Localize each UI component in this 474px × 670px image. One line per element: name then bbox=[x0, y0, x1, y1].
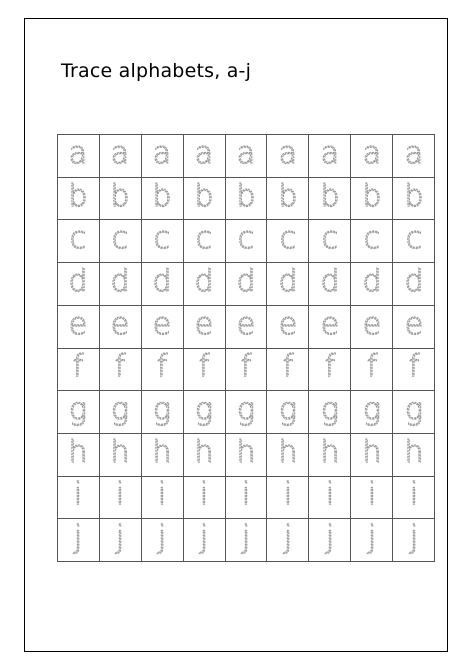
grid-cell bbox=[184, 519, 226, 562]
trace-letter bbox=[352, 391, 392, 433]
trace-letter-glyph: f bbox=[240, 349, 252, 385]
trace-letter bbox=[58, 178, 98, 220]
trace-letter bbox=[268, 263, 308, 305]
grid-cell bbox=[142, 434, 184, 477]
trace-letter bbox=[184, 306, 224, 348]
trace-letter-glyph: c bbox=[363, 221, 380, 257]
trace-letter-glyph: e bbox=[404, 306, 423, 342]
grid-cell bbox=[142, 349, 184, 392]
trace-letter-glyph: g bbox=[69, 392, 88, 428]
trace-letter-glyph: e bbox=[320, 306, 339, 342]
trace-letter-glyph: i bbox=[409, 477, 418, 513]
trace-letter bbox=[100, 391, 140, 433]
grid-cell bbox=[184, 349, 226, 392]
grid-cell bbox=[100, 391, 142, 434]
trace-letter-glyph: g bbox=[320, 392, 339, 428]
trace-letter bbox=[352, 178, 392, 220]
trace-letter-glyph: d bbox=[320, 263, 340, 299]
trace-letter-glyph: a bbox=[362, 135, 381, 171]
trace-letter-glyph: i bbox=[367, 477, 376, 513]
trace-letter bbox=[100, 519, 140, 561]
trace-letter bbox=[142, 391, 182, 433]
trace-letter bbox=[268, 178, 308, 220]
grid-cell bbox=[58, 220, 100, 263]
grid-cell bbox=[309, 519, 351, 562]
trace-letter bbox=[394, 178, 434, 220]
trace-letter bbox=[394, 391, 434, 433]
trace-letter bbox=[268, 135, 308, 177]
trace-letter-glyph: h bbox=[404, 434, 424, 470]
trace-letter-glyph: g bbox=[111, 392, 130, 428]
grid-cell bbox=[142, 477, 184, 520]
trace-letter bbox=[310, 178, 350, 220]
grid-cell bbox=[351, 349, 393, 392]
grid-cell bbox=[184, 135, 226, 178]
grid-cell bbox=[100, 135, 142, 178]
grid-cell bbox=[184, 434, 226, 477]
grid-cell bbox=[393, 306, 435, 349]
grid-cell bbox=[226, 391, 268, 434]
trace-letter-glyph: f bbox=[156, 349, 168, 385]
trace-letter-glyph: d bbox=[278, 263, 298, 299]
grid-cell bbox=[309, 434, 351, 477]
trace-letter bbox=[100, 220, 140, 262]
trace-letter bbox=[352, 349, 392, 391]
trace-letter-glyph: e bbox=[194, 306, 214, 342]
trace-letter-glyph: c bbox=[112, 221, 129, 257]
trace-letter bbox=[268, 519, 308, 561]
grid-cell bbox=[142, 519, 184, 562]
grid-cell bbox=[267, 306, 309, 349]
trace-letter bbox=[142, 519, 182, 561]
grid-cell bbox=[267, 519, 309, 562]
grid-cell bbox=[58, 519, 100, 562]
grid-cell bbox=[58, 477, 100, 520]
trace-letter bbox=[394, 135, 434, 177]
grid-cell bbox=[58, 349, 100, 392]
grid-cell bbox=[393, 263, 435, 306]
trace-letter bbox=[226, 477, 266, 519]
trace-letter bbox=[184, 391, 224, 433]
grid-cell bbox=[351, 135, 393, 178]
trace-letter bbox=[226, 135, 266, 177]
trace-letter-glyph: j bbox=[158, 520, 167, 556]
trace-letter-glyph: e bbox=[236, 306, 256, 342]
trace-letter bbox=[100, 477, 140, 519]
trace-letter-glyph: j bbox=[367, 520, 376, 556]
trace-letter bbox=[226, 519, 266, 561]
trace-letter-glyph: c bbox=[195, 221, 213, 257]
trace-letter-glyph: h bbox=[236, 434, 256, 470]
trace-letter-glyph: j bbox=[116, 520, 125, 556]
trace-letter bbox=[58, 263, 98, 305]
trace-letter bbox=[142, 434, 182, 476]
grid-cell bbox=[142, 391, 184, 434]
grid-cell bbox=[351, 178, 393, 221]
trace-letter-glyph: i bbox=[325, 477, 334, 513]
grid-cell bbox=[267, 178, 309, 221]
trace-letter-glyph: e bbox=[69, 306, 88, 342]
trace-letter-glyph: b bbox=[362, 178, 382, 214]
grid-cell bbox=[100, 263, 142, 306]
grid-cell bbox=[58, 178, 100, 221]
trace-letter-glyph: e bbox=[362, 306, 381, 342]
grid-cell bbox=[184, 263, 226, 306]
trace-letter-glyph: c bbox=[70, 221, 87, 257]
trace-letter-glyph: g bbox=[153, 392, 172, 428]
grid-cell bbox=[351, 263, 393, 306]
grid-cell bbox=[309, 391, 351, 434]
trace-letter-glyph: i bbox=[158, 477, 167, 513]
grid-cell bbox=[226, 135, 268, 178]
trace-letter bbox=[226, 434, 266, 476]
grid-cell bbox=[184, 391, 226, 434]
trace-letter-glyph: g bbox=[236, 392, 255, 428]
trace-letter-glyph: e bbox=[278, 306, 298, 342]
grid-cell bbox=[351, 434, 393, 477]
trace-letter bbox=[310, 306, 350, 348]
grid-cell bbox=[309, 178, 351, 221]
trace-letter-glyph: h bbox=[194, 434, 214, 470]
grid-cell bbox=[142, 178, 184, 221]
trace-letter-glyph: d bbox=[152, 263, 172, 299]
trace-letter bbox=[268, 434, 308, 476]
grid-cell bbox=[267, 477, 309, 520]
trace-letter bbox=[352, 434, 392, 476]
trace-letter bbox=[268, 477, 308, 519]
trace-letter-glyph: d bbox=[236, 263, 256, 299]
trace-letter-glyph: a bbox=[320, 135, 339, 171]
trace-letter-glyph: f bbox=[408, 349, 419, 385]
trace-letter bbox=[142, 220, 182, 262]
trace-letter-glyph: g bbox=[362, 392, 381, 428]
trace-letter-glyph: j bbox=[199, 520, 209, 556]
trace-letter bbox=[310, 135, 350, 177]
grid-cell bbox=[58, 263, 100, 306]
trace-letter-glyph: j bbox=[283, 520, 293, 556]
trace-letter bbox=[394, 306, 434, 348]
trace-letter-glyph: f bbox=[198, 349, 210, 385]
grid-cell bbox=[58, 391, 100, 434]
trace-letter bbox=[352, 263, 392, 305]
grid-cell bbox=[100, 477, 142, 520]
trace-letter bbox=[310, 220, 350, 262]
trace-letter bbox=[184, 263, 224, 305]
worksheet-title: Trace alphabets, a-j bbox=[61, 60, 252, 82]
trace-letter bbox=[226, 349, 266, 391]
trace-letter-glyph: i bbox=[74, 477, 83, 513]
trace-letter-glyph: g bbox=[195, 392, 214, 428]
trace-letter bbox=[142, 135, 182, 177]
grid-cell bbox=[58, 434, 100, 477]
grid-cell bbox=[393, 349, 435, 392]
trace-letter bbox=[100, 349, 140, 391]
trace-letter bbox=[142, 263, 182, 305]
grid-cell bbox=[267, 391, 309, 434]
trace-letter bbox=[310, 434, 350, 476]
trace-letter-glyph: f bbox=[282, 349, 294, 385]
grid-cell bbox=[393, 135, 435, 178]
trace-letter bbox=[142, 306, 182, 348]
trace-letter-glyph: h bbox=[278, 434, 298, 470]
trace-letter bbox=[184, 220, 224, 262]
trace-letter bbox=[394, 220, 434, 262]
grid-cell bbox=[267, 220, 309, 263]
trace-letter bbox=[310, 477, 350, 519]
trace-letter-glyph: a bbox=[111, 135, 130, 171]
trace-letter-glyph: j bbox=[74, 520, 83, 556]
trace-letter bbox=[142, 477, 182, 519]
trace-letter bbox=[142, 349, 182, 391]
trace-letter-glyph: c bbox=[279, 221, 297, 257]
trace-letter-glyph: i bbox=[241, 477, 251, 513]
trace-letter-glyph: d bbox=[194, 263, 214, 299]
grid-cell bbox=[309, 477, 351, 520]
trace-letter-glyph: b bbox=[320, 178, 340, 214]
trace-letter-glyph: d bbox=[362, 263, 382, 299]
trace-letter-glyph: b bbox=[278, 178, 298, 214]
trace-letter-glyph: b bbox=[236, 178, 256, 214]
trace-letter-glyph: c bbox=[153, 221, 171, 257]
trace-letter-glyph: a bbox=[278, 135, 298, 171]
trace-letter bbox=[310, 391, 350, 433]
grid-cell bbox=[267, 263, 309, 306]
grid-cell bbox=[58, 135, 100, 178]
grid-cell bbox=[309, 349, 351, 392]
trace-letter bbox=[100, 263, 140, 305]
grid-cell bbox=[226, 477, 268, 520]
trace-letter-glyph: i bbox=[116, 477, 125, 513]
trace-letter bbox=[100, 135, 140, 177]
grid-cell bbox=[393, 434, 435, 477]
grid-cell bbox=[58, 306, 100, 349]
trace-letter bbox=[100, 306, 140, 348]
grid-cell bbox=[142, 263, 184, 306]
grid-cell bbox=[351, 391, 393, 434]
trace-letter bbox=[226, 263, 266, 305]
trace-letter-glyph: f bbox=[73, 349, 84, 385]
tracing-grid bbox=[57, 134, 435, 562]
trace-letter bbox=[394, 519, 434, 561]
grid-cell bbox=[226, 519, 268, 562]
trace-letter-glyph: d bbox=[110, 263, 130, 299]
trace-letter bbox=[100, 178, 140, 220]
grid-cell bbox=[226, 434, 268, 477]
grid-cell bbox=[393, 519, 435, 562]
trace-letter-glyph: a bbox=[404, 135, 423, 171]
trace-letter-glyph: b bbox=[152, 178, 172, 214]
grid-cell bbox=[267, 349, 309, 392]
trace-letter bbox=[310, 519, 350, 561]
trace-letter-glyph: f bbox=[324, 349, 336, 385]
trace-letter bbox=[58, 434, 98, 476]
trace-letter bbox=[58, 220, 98, 262]
grid-cell bbox=[226, 263, 268, 306]
trace-letter bbox=[58, 391, 98, 433]
grid-cell bbox=[142, 135, 184, 178]
trace-letter bbox=[184, 178, 224, 220]
trace-letter-glyph: f bbox=[115, 349, 126, 385]
grid-cell bbox=[100, 519, 142, 562]
trace-letter bbox=[226, 220, 266, 262]
trace-letter bbox=[394, 263, 434, 305]
grid-cell bbox=[351, 477, 393, 520]
trace-letter bbox=[142, 178, 182, 220]
trace-letter-glyph: d bbox=[68, 263, 88, 299]
trace-letter-glyph: f bbox=[366, 349, 377, 385]
grid-cell bbox=[100, 306, 142, 349]
trace-letter-glyph: b bbox=[404, 178, 424, 214]
trace-letter bbox=[184, 434, 224, 476]
trace-letter-glyph: h bbox=[320, 434, 340, 470]
trace-letter-glyph: g bbox=[404, 392, 423, 428]
trace-letter-glyph: h bbox=[110, 434, 130, 470]
trace-letter bbox=[58, 306, 98, 348]
trace-letter bbox=[58, 519, 98, 561]
grid-cell bbox=[351, 220, 393, 263]
grid-cell bbox=[393, 178, 435, 221]
trace-letter-glyph: b bbox=[110, 178, 130, 214]
trace-letter-glyph: a bbox=[153, 135, 172, 171]
trace-letter bbox=[352, 477, 392, 519]
trace-letter-glyph: j bbox=[409, 520, 418, 556]
trace-letter bbox=[268, 220, 308, 262]
grid-cell bbox=[351, 306, 393, 349]
trace-letter bbox=[58, 477, 98, 519]
trace-letter bbox=[394, 477, 434, 519]
trace-letter bbox=[100, 434, 140, 476]
grid-cell bbox=[267, 434, 309, 477]
trace-letter-glyph: d bbox=[404, 263, 424, 299]
trace-letter bbox=[310, 349, 350, 391]
trace-letter bbox=[226, 178, 266, 220]
grid-cell bbox=[226, 349, 268, 392]
grid-cell bbox=[226, 306, 268, 349]
grid-cell bbox=[184, 477, 226, 520]
trace-letter bbox=[268, 306, 308, 348]
trace-letter bbox=[184, 349, 224, 391]
grid-cell bbox=[309, 135, 351, 178]
trace-letter bbox=[226, 391, 266, 433]
trace-letter-glyph: g bbox=[278, 392, 297, 428]
trace-letter bbox=[184, 477, 224, 519]
trace-letter-glyph: a bbox=[69, 135, 88, 171]
trace-letter-glyph: j bbox=[241, 520, 251, 556]
trace-letter bbox=[352, 306, 392, 348]
trace-letter bbox=[394, 434, 434, 476]
grid-cell bbox=[309, 220, 351, 263]
trace-letter bbox=[226, 306, 266, 348]
grid-cell bbox=[142, 220, 184, 263]
trace-letter bbox=[352, 220, 392, 262]
trace-letter-glyph: c bbox=[321, 221, 339, 257]
trace-letter-glyph: a bbox=[194, 135, 214, 171]
trace-letter bbox=[268, 391, 308, 433]
trace-letter-glyph: h bbox=[362, 434, 382, 470]
grid-cell bbox=[393, 391, 435, 434]
trace-letter-glyph: b bbox=[194, 178, 214, 214]
grid-cell bbox=[184, 220, 226, 263]
grid-cell bbox=[309, 263, 351, 306]
grid-cell bbox=[100, 220, 142, 263]
trace-letter-glyph: c bbox=[405, 221, 422, 257]
trace-letter bbox=[310, 263, 350, 305]
trace-letter-glyph: h bbox=[152, 434, 172, 470]
trace-letter-glyph: i bbox=[283, 477, 293, 513]
grid-cell bbox=[100, 434, 142, 477]
grid-cell bbox=[309, 306, 351, 349]
trace-letter bbox=[184, 135, 224, 177]
trace-letter-glyph: c bbox=[237, 221, 255, 257]
trace-letter bbox=[268, 349, 308, 391]
trace-letter-glyph: b bbox=[68, 178, 88, 214]
grid-cell bbox=[393, 477, 435, 520]
trace-letter-glyph: j bbox=[325, 520, 334, 556]
trace-letter bbox=[58, 135, 98, 177]
grid-cell bbox=[142, 306, 184, 349]
trace-letter bbox=[394, 349, 434, 391]
grid-cell bbox=[226, 220, 268, 263]
grid-cell bbox=[226, 178, 268, 221]
trace-letter-glyph: i bbox=[199, 477, 209, 513]
grid-cell bbox=[100, 349, 142, 392]
grid-cell bbox=[184, 178, 226, 221]
trace-letter bbox=[352, 135, 392, 177]
trace-letter bbox=[58, 349, 98, 391]
trace-letter-glyph: e bbox=[111, 306, 130, 342]
trace-letter bbox=[352, 519, 392, 561]
grid-cell bbox=[267, 135, 309, 178]
grid-cell bbox=[100, 178, 142, 221]
trace-letter-glyph: h bbox=[68, 434, 88, 470]
grid-cell bbox=[351, 519, 393, 562]
trace-letter-glyph: e bbox=[152, 306, 172, 342]
grid-cell bbox=[393, 220, 435, 263]
trace-letter-glyph: a bbox=[236, 135, 256, 171]
grid-cell bbox=[184, 306, 226, 349]
trace-letter bbox=[184, 519, 224, 561]
